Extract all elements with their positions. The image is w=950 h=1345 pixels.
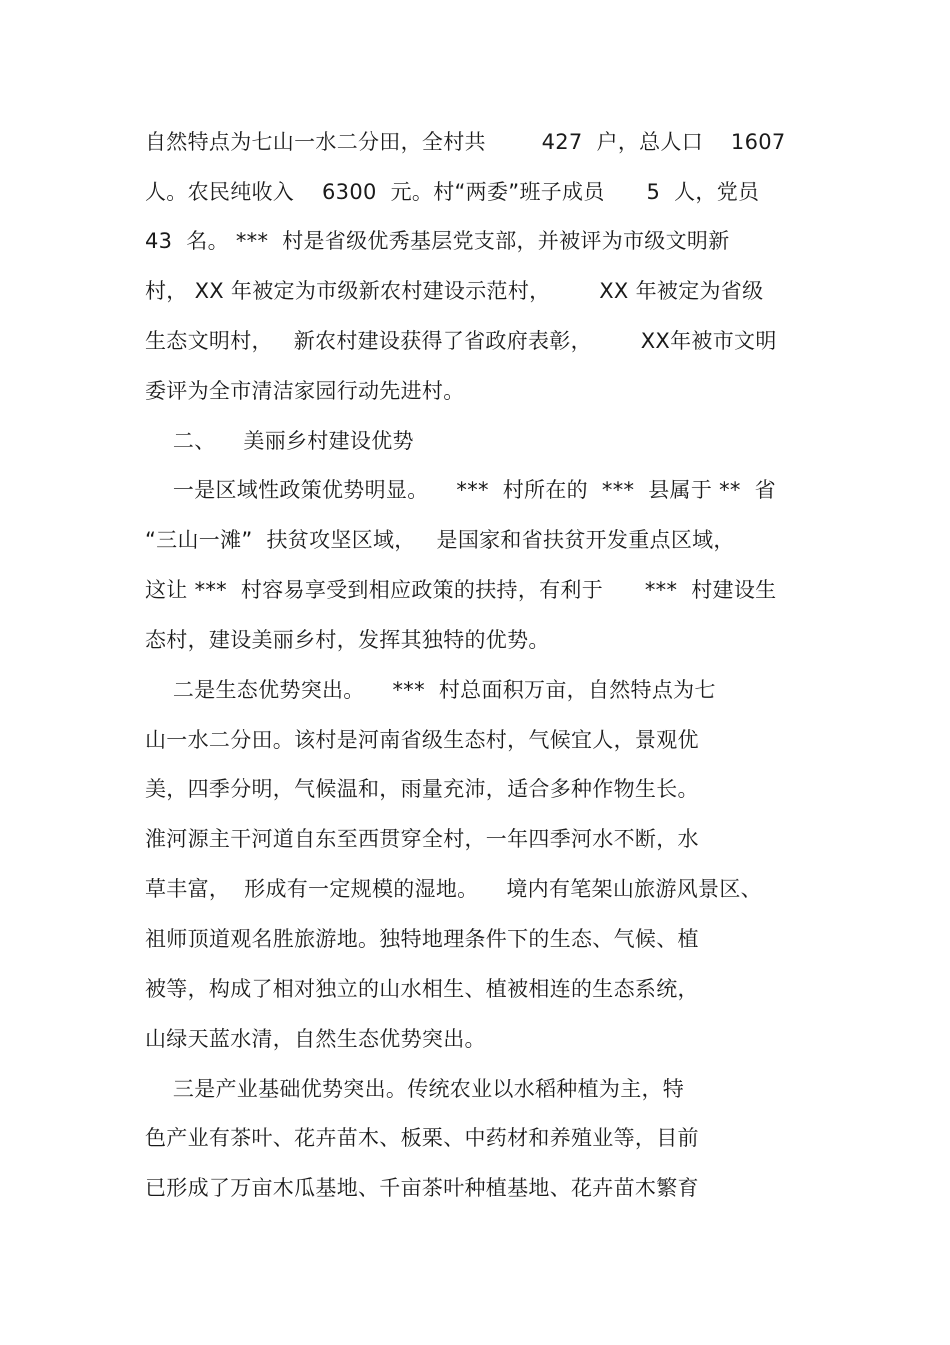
text-line: 人。农民纯收入 6300 元。村“两委”班子成员 5 人，党员 [145,180,760,204]
text-line: 委评为全市清洁家园行动先进村。 [145,379,465,403]
text-line: 草丰富， 形成有一定规模的湿地。 境内有笔架山旅游风景区、 [145,877,762,901]
text-line: 态村，建设美丽乡村，发挥其独特的优势。 [145,628,550,652]
text-line: 已形成了万亩木瓜基地、千亩茶叶种植基地、花卉苗木繁育 [145,1176,699,1200]
text-line: 生态文明村， 新农村建设获得了省政府表彰， XX年被市文明 [145,329,777,353]
text-line: 村， XX 年被定为市级新农村建设示范村， XX 年被定为省级 [145,279,764,303]
text-line: 祖师顶道观名胜旅游地。独特地理条件下的生态、气候、植 [145,927,699,951]
text-line: 这让 *** 村容易享受到相应政策的扶持，有利于 *** 村建设生 [145,578,777,602]
text-line: 山一水二分田。该村是河南省级生态村，气候宜人，景观优 [145,728,699,752]
text-line: 美，四季分明，气候温和，雨量充沛，适合多种作物生长。 [145,777,699,801]
text-line: 一是区域性政策优势明显。 *** 村所在的 *** 县属于 ** 省 [145,478,776,502]
text-line: 三是产业基础优势突出。传统农业以水稻种植为主，特 [145,1077,685,1101]
text-line: 淮河源主干河道自东至西贯穿全村，一年四季河水不断，水 [145,827,699,851]
text-line: 二是生态优势突出。 *** 村总面积万亩，自然特点为七 [145,678,716,702]
section-heading: 二、 美丽乡村建设优势 [145,429,414,453]
text-line: 43 名。 *** 村是省级优秀基层党支部，并被评为市级文明新 [145,229,730,253]
text-line: 山绿天蓝水清，自然生态优势突出。 [145,1027,486,1051]
text-line: “三山一滩” 扶贫攻坚区域， 是国家和省扶贫开发重点区域， [145,528,735,552]
text-line: 自然特点为七山一水二分田，全村共 427 户，总人口 1607 [145,130,786,154]
text-line: 色产业有茶叶、花卉苗木、板栗、中药材和养殖业等，目前 [145,1126,699,1150]
text-line: 被等，构成了相对独立的山水相生、植被相连的生态系统， [145,977,699,1001]
